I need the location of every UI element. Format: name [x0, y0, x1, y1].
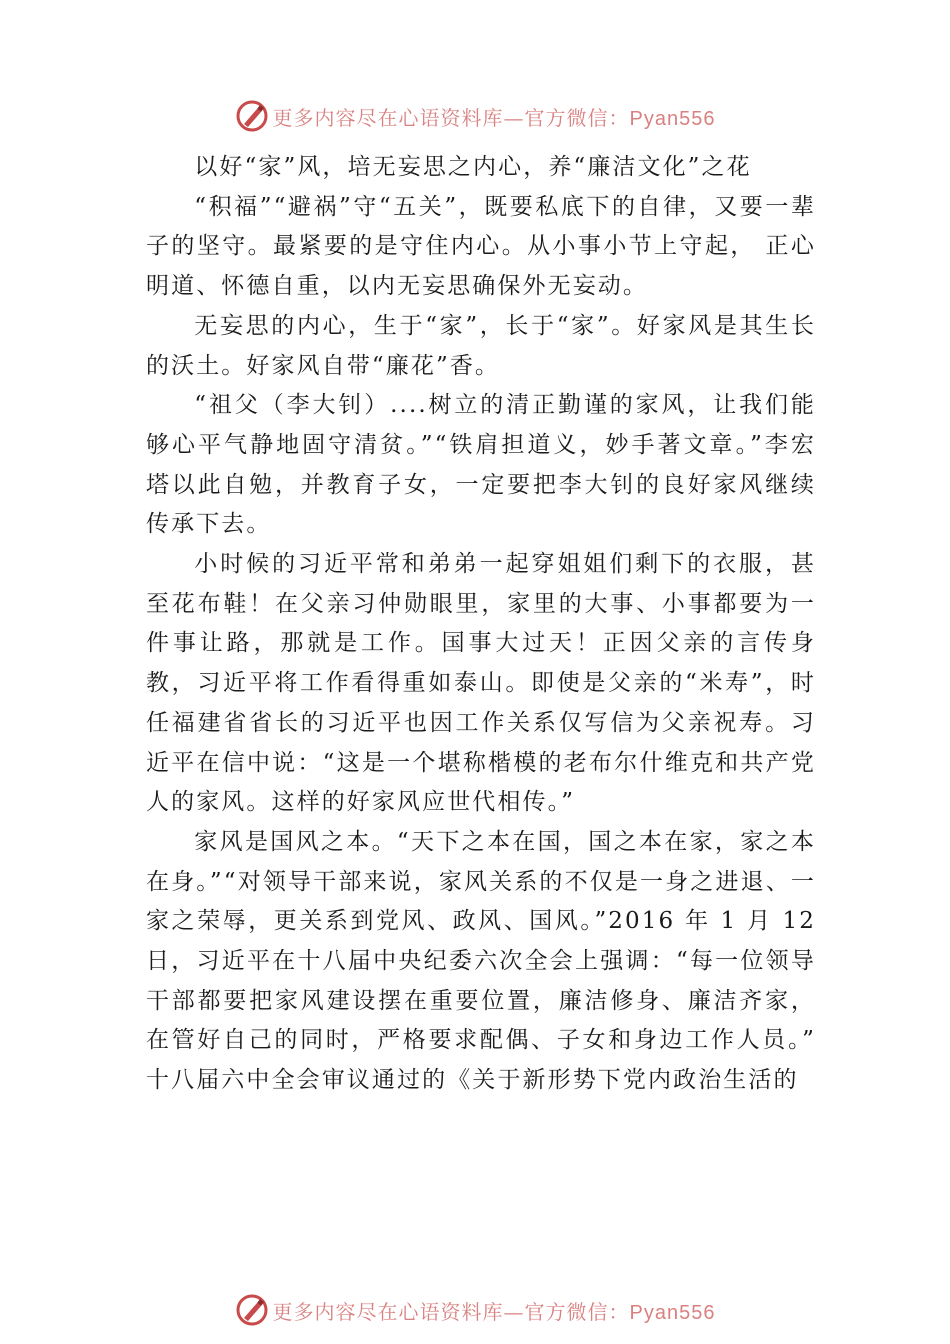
paragraph: 无妄思的内心，生于“家”，长于“家”。好家风是其生长的沃土。好家风自带“廉花”香。 — [146, 312, 816, 379]
pen-seal-logo-icon — [235, 1293, 269, 1327]
document-title: 以好“家”风，培无妄思之内心，养“廉洁文化”之花 — [194, 154, 752, 180]
watermark-wechat-id: Pyan556 — [629, 1301, 716, 1324]
header-watermark — [0, 96, 950, 136]
paragraph: “祖父（李大钊）....树立的清正勤谨的家风，让我们能够心平气静地固守清贫。”“铁肩担道义，妙手著文章。”李宏塔以此自勉，并教育子女，一定要把李大钊的良好家风继续传承下去。 — [146, 392, 816, 538]
watermark-text: 更多内容尽在心语资料库—官方微信： — [272, 105, 630, 130]
footer-watermark — [0, 1290, 950, 1330]
paragraph: “积福”“避祸”守“五关”，既要私底下的自律，又要一辈子的坚守。最紧要的是守住内心。从小事小节上守起， 正心明道、怀德自重，以内无妄思确保外无妄动。 — [146, 193, 816, 300]
document-body — [146, 148, 816, 1101]
pen-seal-logo-icon — [235, 99, 269, 133]
watermark-wechat-id: Pyan556 — [629, 107, 716, 130]
paragraph: 家风是国风之本。“天下之本在国，国之本在家，家之本在身。”“对领导干部来说，家风关系的不仅是一身之进退、一家之荣辱，更关系到党风、政风、国风。”2016 年 1 月 12 日，习近平在十八届中央纪委六次全会上强调：“每一位领导干部都要把家风建设摆在重要位置，廉洁修身、廉洁齐家， 在管好自己的同时，严格要求配偶、子女和身边工作人员。” 十八届六中全会审议通过的《关于新形势下党内政治生活的 — [146, 828, 816, 1094]
watermark-text: 更多内容尽在心语资料库—官方微信： — [272, 1299, 630, 1324]
paragraph: 小时候的习近平常和弟弟一起穿姐姐们剩下的衣服，甚至花布鞋！在父亲习仲勋眼里，家里的大事、小事都要为一件事让路，那就是工作。国事大过天！正因父亲的言传身教，习近平将工作看得重如泰山。即使是父亲的“米寿”，时任福建省省长的习近平也因工作关系仅写信为父亲祝寿。习近平在信中说：“这是一个堪称楷模的老布尔什维克和共产党人的家风。这样的好家风应世代相传。” — [146, 551, 816, 816]
